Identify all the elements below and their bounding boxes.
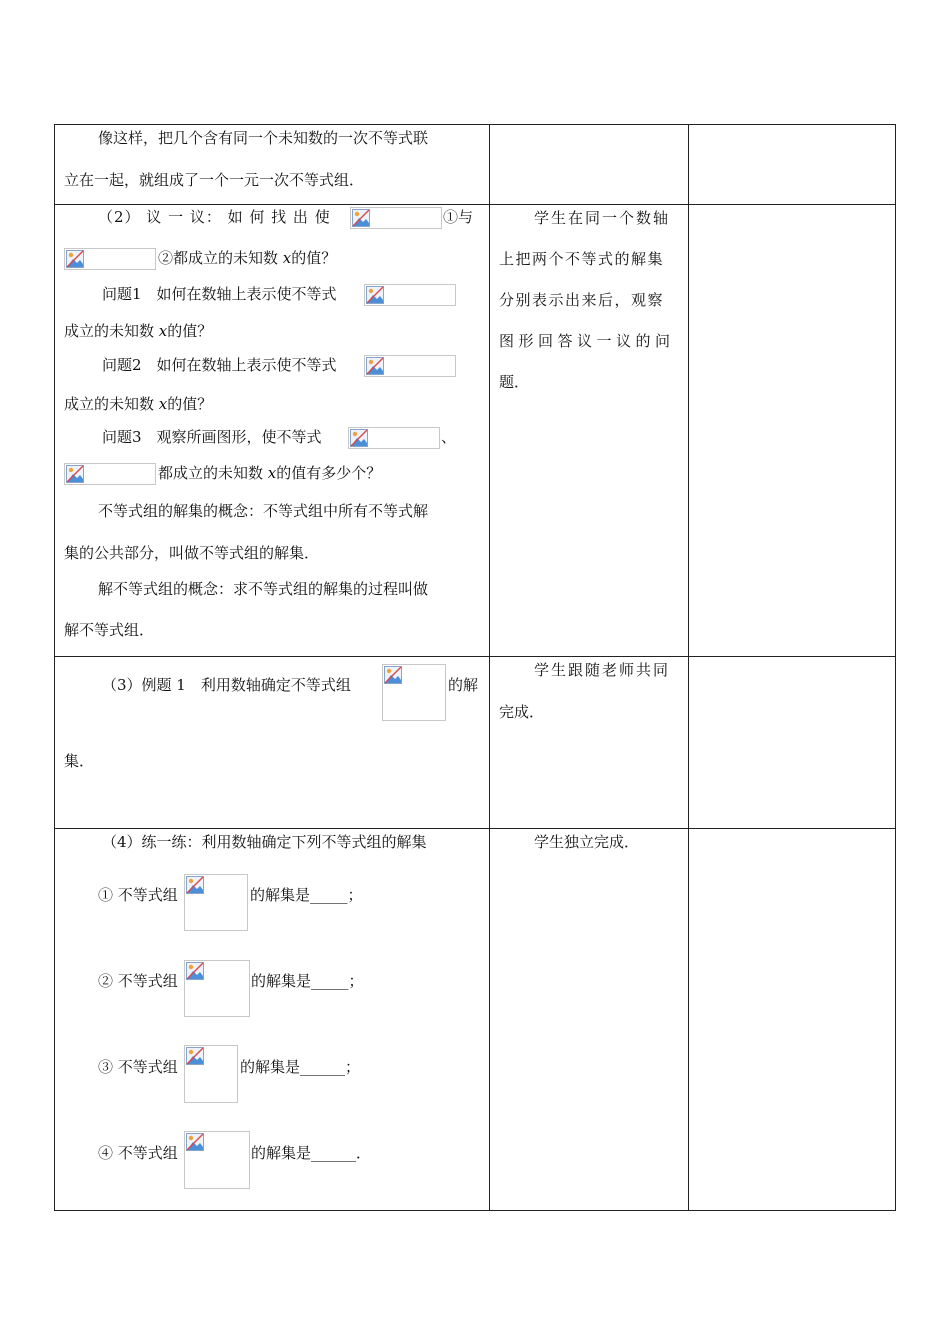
practice-item1: ① 不等式组 xyxy=(98,886,178,904)
column-divider xyxy=(688,124,689,1211)
student-activity: 完成． xyxy=(499,703,545,721)
practice-item1-answer[interactable]: 的解集是_____； xyxy=(250,886,363,904)
practice-item4: ④ 不等式组 xyxy=(98,1144,178,1162)
broken-image-icon xyxy=(366,357,384,375)
practice-item3: ③ 不等式组 xyxy=(98,1058,178,1076)
row-divider xyxy=(54,656,896,657)
question1-text: 问题1 如何在数轴上表示使不等式 xyxy=(102,285,337,303)
inequality-system-image xyxy=(184,960,250,1017)
inequality-image xyxy=(348,427,440,449)
row1-line1: 像这样，把几个含有同一个未知数的一次不等式联 xyxy=(98,129,429,147)
student-activity: 学生独立完成． xyxy=(534,833,640,851)
practice-item2-answer[interactable]: 的解集是_____； xyxy=(251,972,364,990)
q3-line2-end: 的值有多少个？ xyxy=(276,464,382,482)
column-divider xyxy=(489,124,490,1211)
variable-x: x xyxy=(267,464,277,482)
concept-solution-set-cont: 集的公共部分，叫做不等式组的解集． xyxy=(64,544,320,562)
inequality-system-image xyxy=(382,664,446,721)
student-activity: 图形回答议一议的问 xyxy=(499,332,675,350)
practice-item4-answer[interactable]: 的解集是______． xyxy=(251,1144,372,1162)
inequality-system-image xyxy=(184,874,248,931)
discuss-line2 xyxy=(158,248,336,268)
student-activity: 学生跟随老师共同 xyxy=(534,661,671,679)
row-divider xyxy=(54,204,896,205)
concept-solution-set: 不等式组的解集的概念：不等式组中所有不等式解 xyxy=(98,502,429,520)
broken-image-icon xyxy=(384,666,402,684)
discuss-circle1: ①与 xyxy=(443,208,474,226)
question2-text: 问题2 如何在数轴上表示使不等式 xyxy=(102,356,337,374)
table-border-left xyxy=(54,124,55,1211)
question2-line2 xyxy=(64,394,212,414)
discuss-text: （2） 议 一 议： 如 何 找 出 使 xyxy=(98,208,331,226)
table-border-bottom xyxy=(54,1210,896,1211)
inequality-image xyxy=(64,463,156,485)
student-activity: 题． xyxy=(499,373,530,391)
variable-x: x xyxy=(282,249,292,267)
q1-line2-end: 的值？ xyxy=(167,322,213,340)
q1-line2-text: 成立的未知数 xyxy=(64,322,155,340)
example-text-end: 的解 xyxy=(448,676,479,694)
student-activity: 分别表示出来后，观察 xyxy=(499,291,665,309)
broken-image-icon xyxy=(366,286,384,304)
student-activity: 学生在同一个数轴 xyxy=(534,209,671,227)
concept-solve: 解不等式组的概念：求不等式组的解集的过程叫做 xyxy=(98,580,429,598)
broken-image-icon xyxy=(66,465,84,483)
example-text: （3）例题 1 利用数轴确定不等式组 xyxy=(102,676,351,694)
practice-item2: ② 不等式组 xyxy=(98,972,178,990)
variable-x: x xyxy=(158,395,168,413)
q2-line2-text: 成立的未知数 xyxy=(64,395,155,413)
row-divider xyxy=(54,828,896,829)
concept-solve-cont: 解不等式组． xyxy=(64,621,155,639)
student-activity: 上把两个不等式的解集 xyxy=(499,250,665,268)
discuss-line2-text: ②都成立的未知数 xyxy=(158,249,279,267)
question3-comma: 、 xyxy=(441,428,457,446)
broken-image-icon xyxy=(352,209,370,227)
practice-item3-answer[interactable]: 的解集是______； xyxy=(240,1058,361,1076)
broken-image-icon xyxy=(186,962,204,980)
practice-heading: （4）练一练：利用数轴确定下列不等式组的解集 xyxy=(102,833,427,851)
row1-line2: 立在一起，就组成了一个一元一次不等式组． xyxy=(64,171,365,189)
broken-image-icon xyxy=(350,429,368,447)
inequality-image xyxy=(64,248,156,270)
broken-image-icon xyxy=(66,250,84,268)
q3-line2-text: 都成立的未知数 xyxy=(158,464,264,482)
question3-line2 xyxy=(158,463,381,483)
broken-image-icon xyxy=(186,876,204,894)
example-text-cont: 集． xyxy=(64,752,95,770)
inequality-system-image xyxy=(184,1045,238,1103)
table-border-right xyxy=(895,124,896,1211)
discuss-line2-end: 的值？ xyxy=(291,249,337,267)
broken-image-icon xyxy=(186,1133,204,1151)
question3-text: 问题3 观察所画图形，使不等式 xyxy=(102,428,322,446)
inequality-system-image xyxy=(184,1131,250,1189)
inequality-image xyxy=(350,207,442,229)
inequality-image xyxy=(364,355,456,377)
variable-x: x xyxy=(158,322,168,340)
question1-line2 xyxy=(64,321,212,341)
table-border-top xyxy=(54,124,896,125)
inequality-image xyxy=(364,284,456,306)
q2-line2-end: 的值？ xyxy=(167,395,213,413)
broken-image-icon xyxy=(186,1047,204,1065)
